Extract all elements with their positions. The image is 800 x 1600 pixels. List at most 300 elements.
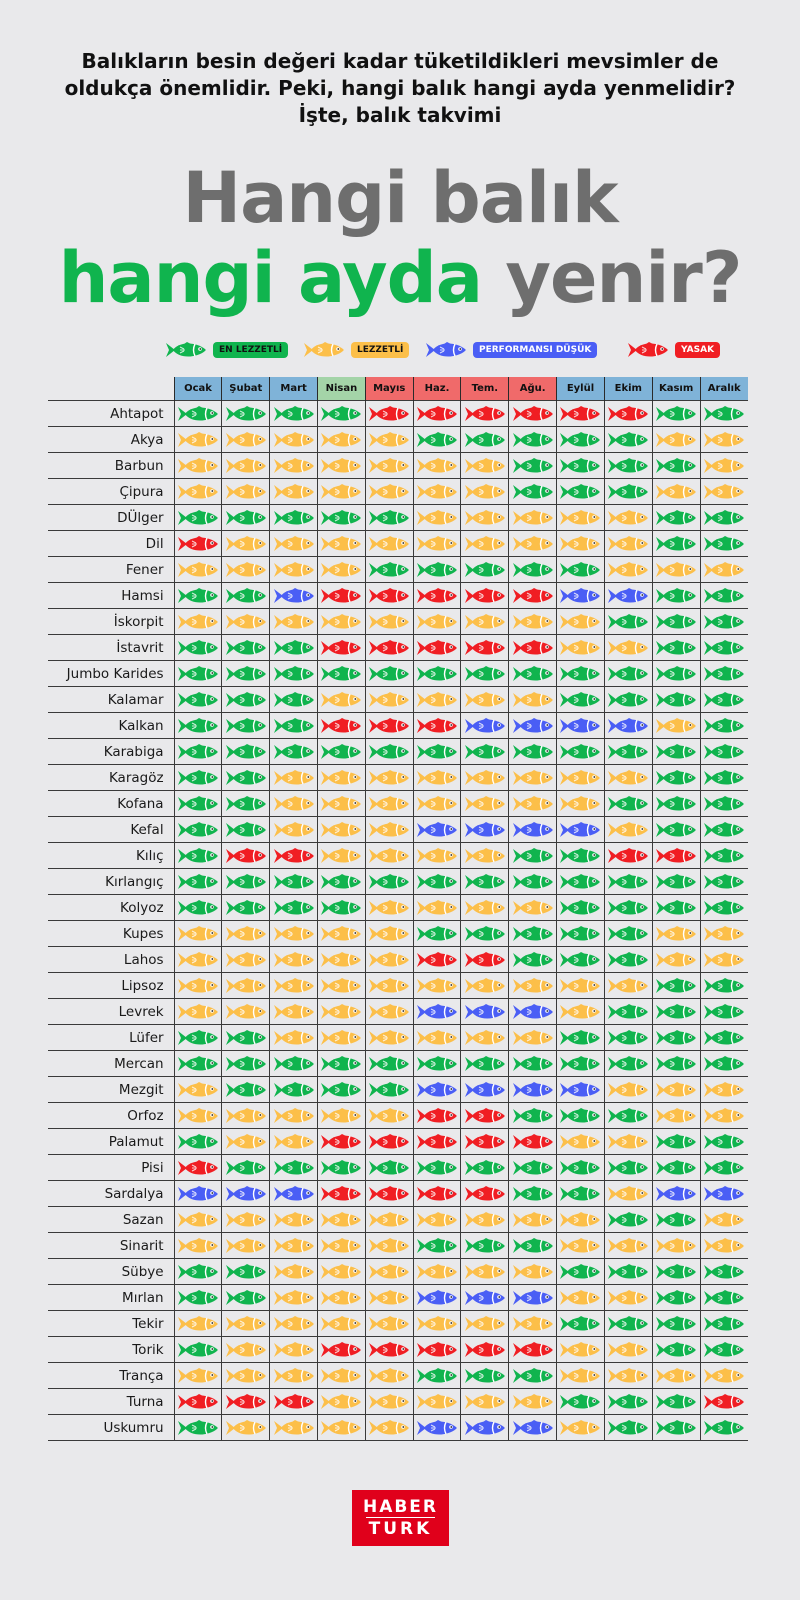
month-cell bbox=[509, 1207, 557, 1233]
month-cell bbox=[557, 1077, 605, 1103]
month-cell bbox=[318, 1259, 366, 1285]
fish-icon bbox=[703, 899, 745, 917]
fish-icon bbox=[559, 1419, 601, 1437]
month-cell bbox=[700, 973, 748, 999]
month-cell bbox=[318, 817, 366, 843]
month-cell bbox=[557, 557, 605, 583]
fish-icon bbox=[177, 769, 219, 787]
month-cell bbox=[174, 1363, 222, 1389]
fish-icon bbox=[273, 1237, 315, 1255]
month-header: Haz. bbox=[413, 377, 461, 401]
month-cell bbox=[365, 713, 413, 739]
fish-icon bbox=[655, 1237, 697, 1255]
month-cell bbox=[222, 791, 270, 817]
fish-icon bbox=[320, 1341, 362, 1359]
month-cell bbox=[270, 1129, 318, 1155]
month-cell bbox=[557, 1311, 605, 1337]
fish-icon bbox=[607, 587, 649, 605]
fish-icon bbox=[703, 821, 745, 839]
month-cell bbox=[318, 557, 366, 583]
month-cell bbox=[413, 947, 461, 973]
fish-icon bbox=[464, 1133, 506, 1151]
month-cell bbox=[461, 947, 509, 973]
month-cell bbox=[700, 869, 748, 895]
month-cell bbox=[174, 739, 222, 765]
fish-icon bbox=[273, 1107, 315, 1125]
fish-icon bbox=[320, 951, 362, 969]
month-cell bbox=[461, 869, 509, 895]
table-row bbox=[48, 817, 748, 843]
fish-icon bbox=[703, 1055, 745, 1073]
month-cell bbox=[700, 1337, 748, 1363]
month-cell bbox=[365, 739, 413, 765]
month-cell bbox=[604, 479, 652, 505]
fish-icon bbox=[464, 1367, 506, 1385]
month-cell bbox=[461, 895, 509, 921]
fish-icon bbox=[273, 821, 315, 839]
fish-icon bbox=[464, 951, 506, 969]
fish-icon bbox=[703, 795, 745, 813]
fish-icon bbox=[320, 483, 362, 501]
fish-name: Torik bbox=[48, 1337, 174, 1363]
fish-icon bbox=[655, 1055, 697, 1073]
fish-icon bbox=[607, 1367, 649, 1385]
fish-icon bbox=[512, 405, 554, 423]
month-cell bbox=[604, 947, 652, 973]
month-cell bbox=[365, 947, 413, 973]
fish-icon bbox=[655, 821, 697, 839]
fish-icon bbox=[655, 1159, 697, 1177]
fish-icon bbox=[368, 1133, 410, 1151]
fish-icon bbox=[165, 341, 207, 359]
month-cell bbox=[604, 557, 652, 583]
month-cell bbox=[461, 973, 509, 999]
month-cell bbox=[700, 1233, 748, 1259]
fish-icon bbox=[703, 769, 745, 787]
month-cell bbox=[318, 1051, 366, 1077]
fish-icon bbox=[607, 1133, 649, 1151]
fish-icon bbox=[464, 535, 506, 553]
month-cell bbox=[509, 1311, 557, 1337]
fish-icon bbox=[607, 1211, 649, 1229]
month-cell bbox=[174, 635, 222, 661]
logo-line1: HABER bbox=[362, 1497, 439, 1517]
month-cell bbox=[652, 557, 700, 583]
fish-icon bbox=[416, 1055, 458, 1073]
fish-icon bbox=[512, 587, 554, 605]
fish-icon bbox=[416, 509, 458, 527]
headline-line1: Hangi balık bbox=[182, 157, 618, 239]
month-cell bbox=[270, 1415, 318, 1441]
month-cell bbox=[652, 1129, 700, 1155]
fish-icon bbox=[416, 1159, 458, 1177]
month-cell bbox=[318, 1207, 366, 1233]
fish-icon bbox=[177, 1289, 219, 1307]
table-row bbox=[48, 661, 748, 687]
fish-icon bbox=[607, 977, 649, 995]
fish-icon bbox=[368, 613, 410, 631]
month-cell bbox=[365, 1389, 413, 1415]
fish-icon bbox=[703, 925, 745, 943]
month-cell bbox=[509, 661, 557, 687]
month-cell bbox=[365, 1233, 413, 1259]
fish-icon bbox=[273, 1341, 315, 1359]
fish-icon bbox=[425, 341, 467, 359]
fish-icon bbox=[607, 1393, 649, 1411]
month-cell bbox=[700, 661, 748, 687]
fish-icon bbox=[655, 509, 697, 527]
fish-icon bbox=[416, 483, 458, 501]
fish-icon bbox=[655, 1081, 697, 1099]
table-row bbox=[48, 1103, 748, 1129]
fish-icon bbox=[464, 1003, 506, 1021]
fish-icon bbox=[512, 1003, 554, 1021]
fish-icon bbox=[273, 431, 315, 449]
month-cell bbox=[652, 1077, 700, 1103]
fish-icon bbox=[416, 665, 458, 683]
month-cell bbox=[174, 1155, 222, 1181]
table-row bbox=[48, 609, 748, 635]
fish-icon bbox=[512, 1237, 554, 1255]
month-cell bbox=[222, 973, 270, 999]
month-cell bbox=[604, 635, 652, 661]
month-cell bbox=[174, 1233, 222, 1259]
month-cell bbox=[174, 557, 222, 583]
fish-icon bbox=[273, 977, 315, 995]
month-cell bbox=[365, 973, 413, 999]
fish-icon bbox=[225, 587, 267, 605]
fish-icon bbox=[559, 951, 601, 969]
fish-icon bbox=[559, 691, 601, 709]
month-cell bbox=[222, 1259, 270, 1285]
fish-icon bbox=[607, 717, 649, 735]
fish-name: Akya bbox=[48, 427, 174, 453]
fish-icon bbox=[177, 535, 219, 553]
fish-icon bbox=[607, 1185, 649, 1203]
fish-icon bbox=[703, 1289, 745, 1307]
fish-icon bbox=[273, 1419, 315, 1437]
fish-icon bbox=[703, 405, 745, 423]
fish-icon bbox=[703, 1029, 745, 1047]
fish-icon bbox=[703, 1419, 745, 1437]
table-row bbox=[48, 895, 748, 921]
fish-icon bbox=[225, 1237, 267, 1255]
fish-name: Lahos bbox=[48, 947, 174, 973]
fish-icon bbox=[464, 1211, 506, 1229]
fish-name: Kırlangıç bbox=[48, 869, 174, 895]
month-cell bbox=[413, 921, 461, 947]
month-cell bbox=[509, 1259, 557, 1285]
table-row bbox=[48, 1051, 748, 1077]
fish-icon bbox=[416, 1341, 458, 1359]
month-cell bbox=[604, 531, 652, 557]
month-cell bbox=[270, 1363, 318, 1389]
month-cell bbox=[557, 791, 605, 817]
fish-icon bbox=[607, 743, 649, 761]
fish-icon bbox=[177, 457, 219, 475]
month-header: Kasım bbox=[652, 377, 700, 401]
fish-icon bbox=[368, 769, 410, 787]
fish-icon bbox=[416, 1185, 458, 1203]
fish-icon bbox=[368, 665, 410, 683]
fish-icon bbox=[512, 1341, 554, 1359]
fish-name: Kalkan bbox=[48, 713, 174, 739]
fish-icon bbox=[559, 1341, 601, 1359]
month-cell bbox=[365, 583, 413, 609]
month-cell bbox=[413, 1337, 461, 1363]
fish-icon bbox=[512, 535, 554, 553]
fish-icon bbox=[655, 717, 697, 735]
month-cell bbox=[652, 1207, 700, 1233]
fish-icon bbox=[416, 431, 458, 449]
fish-icon bbox=[559, 717, 601, 735]
month-cell bbox=[413, 739, 461, 765]
fish-icon bbox=[368, 717, 410, 735]
month-cell bbox=[557, 713, 605, 739]
fish-icon bbox=[320, 1263, 362, 1281]
fish-icon bbox=[320, 1185, 362, 1203]
fish-icon bbox=[416, 587, 458, 605]
fish-icon bbox=[273, 665, 315, 683]
fish-icon bbox=[559, 613, 601, 631]
month-cell bbox=[318, 479, 366, 505]
fish-icon bbox=[512, 1107, 554, 1125]
month-cell bbox=[604, 1337, 652, 1363]
month-cell bbox=[318, 713, 366, 739]
month-cell bbox=[700, 687, 748, 713]
month-cell bbox=[604, 921, 652, 947]
month-cell bbox=[270, 1077, 318, 1103]
fish-icon bbox=[416, 1133, 458, 1151]
month-cell bbox=[604, 713, 652, 739]
logo-divider bbox=[366, 1517, 435, 1518]
month-cell bbox=[700, 791, 748, 817]
fish-icon bbox=[177, 847, 219, 865]
fish-icon bbox=[177, 1159, 219, 1177]
month-cell bbox=[222, 1311, 270, 1337]
fish-icon bbox=[368, 1367, 410, 1385]
month-cell bbox=[413, 1077, 461, 1103]
month-cell bbox=[461, 739, 509, 765]
fish-icon bbox=[655, 1133, 697, 1151]
month-cell bbox=[222, 583, 270, 609]
month-cell bbox=[174, 1129, 222, 1155]
fish-icon bbox=[416, 795, 458, 813]
month-cell bbox=[652, 1025, 700, 1051]
fish-icon bbox=[273, 1003, 315, 1021]
fish-icon bbox=[368, 1263, 410, 1281]
month-cell bbox=[318, 791, 366, 817]
fish-icon bbox=[368, 873, 410, 891]
fish-icon bbox=[512, 1159, 554, 1177]
fish-icon bbox=[559, 1367, 601, 1385]
month-cell bbox=[174, 1337, 222, 1363]
intro-text: Balıkların besin değeri kadar tüketildikleri mevsimler de oldukça önemlidir. Peki, hangi balık hangi ayda yenmelidir? İşte, balık takvimi bbox=[64, 49, 736, 127]
fish-icon bbox=[607, 1003, 649, 1021]
fish-icon bbox=[416, 691, 458, 709]
month-cell bbox=[509, 1155, 557, 1181]
fish-icon bbox=[559, 535, 601, 553]
month-cell bbox=[604, 427, 652, 453]
table-row bbox=[48, 1415, 748, 1441]
fish-icon bbox=[320, 1393, 362, 1411]
fish-icon bbox=[225, 509, 267, 527]
fish-icon bbox=[177, 821, 219, 839]
table-row bbox=[48, 1363, 748, 1389]
month-cell bbox=[604, 765, 652, 791]
month-cell bbox=[174, 713, 222, 739]
fish-icon bbox=[607, 1237, 649, 1255]
month-cell bbox=[604, 1285, 652, 1311]
month-cell bbox=[557, 1051, 605, 1077]
fish-icon bbox=[273, 509, 315, 527]
fish-icon bbox=[607, 1029, 649, 1047]
month-cell bbox=[509, 713, 557, 739]
month-cell bbox=[222, 921, 270, 947]
fish-icon bbox=[368, 535, 410, 553]
fish-icon bbox=[368, 1289, 410, 1307]
table-row bbox=[48, 479, 748, 505]
fish-icon bbox=[320, 925, 362, 943]
month-cell bbox=[461, 531, 509, 557]
fish-icon bbox=[655, 535, 697, 553]
month-cell bbox=[557, 973, 605, 999]
month-cell bbox=[365, 505, 413, 531]
month-cell bbox=[461, 999, 509, 1025]
fish-icon bbox=[464, 457, 506, 475]
month-cell bbox=[652, 401, 700, 427]
month-cell bbox=[318, 1285, 366, 1311]
fish-icon bbox=[177, 1003, 219, 1021]
fish-icon bbox=[559, 483, 601, 501]
month-cell bbox=[557, 1155, 605, 1181]
fish-icon bbox=[559, 457, 601, 475]
fish-icon bbox=[703, 1237, 745, 1255]
month-cell bbox=[222, 427, 270, 453]
fish-icon bbox=[320, 613, 362, 631]
fish-icon bbox=[368, 977, 410, 995]
month-cell bbox=[509, 1363, 557, 1389]
fish-icon bbox=[512, 483, 554, 501]
fish-icon bbox=[368, 561, 410, 579]
fish-icon bbox=[273, 795, 315, 813]
fish-icon bbox=[703, 1133, 745, 1151]
month-cell bbox=[557, 869, 605, 895]
month-cell bbox=[270, 583, 318, 609]
month-cell bbox=[365, 1311, 413, 1337]
fish-icon bbox=[177, 1081, 219, 1099]
fish-icon bbox=[464, 821, 506, 839]
fish-icon bbox=[225, 431, 267, 449]
fish-name: Sazan bbox=[48, 1207, 174, 1233]
fish-icon bbox=[177, 925, 219, 943]
fish-icon bbox=[464, 925, 506, 943]
fish-icon bbox=[655, 1393, 697, 1411]
fish-icon bbox=[703, 483, 745, 501]
month-cell bbox=[270, 1259, 318, 1285]
table-row bbox=[48, 765, 748, 791]
fish-calendar-table bbox=[48, 377, 748, 1441]
fish-icon bbox=[607, 847, 649, 865]
month-cell bbox=[557, 609, 605, 635]
month-cell bbox=[604, 999, 652, 1025]
fish-icon bbox=[225, 769, 267, 787]
month-cell bbox=[700, 1207, 748, 1233]
month-cell bbox=[270, 1389, 318, 1415]
month-cell bbox=[318, 583, 366, 609]
fish-icon bbox=[607, 1419, 649, 1437]
legend-item-lezzetli bbox=[303, 337, 409, 363]
month-cell bbox=[461, 1311, 509, 1337]
month-cell bbox=[557, 999, 605, 1025]
month-cell bbox=[413, 1103, 461, 1129]
fish-icon bbox=[225, 977, 267, 995]
month-cell bbox=[509, 895, 557, 921]
fish-icon bbox=[703, 1393, 745, 1411]
month-cell bbox=[652, 531, 700, 557]
month-cell bbox=[174, 791, 222, 817]
fish-icon bbox=[655, 1341, 697, 1359]
fish-icon bbox=[607, 1107, 649, 1125]
logo-line2: TURK bbox=[368, 1519, 433, 1539]
fish-icon bbox=[464, 587, 506, 605]
month-cell bbox=[700, 479, 748, 505]
fish-icon bbox=[177, 977, 219, 995]
fish-icon bbox=[703, 1003, 745, 1021]
month-cell bbox=[509, 765, 557, 791]
month-cell bbox=[413, 1415, 461, 1441]
month-cell bbox=[700, 739, 748, 765]
month-cell bbox=[652, 765, 700, 791]
month-cell bbox=[365, 453, 413, 479]
fish-icon bbox=[703, 1159, 745, 1177]
fish-icon bbox=[225, 639, 267, 657]
month-cell bbox=[557, 1181, 605, 1207]
fish-icon bbox=[368, 1029, 410, 1047]
fish-icon bbox=[416, 847, 458, 865]
fish-icon bbox=[273, 1367, 315, 1385]
fish-icon bbox=[464, 1393, 506, 1411]
month-header: Ağu. bbox=[509, 377, 557, 401]
fish-icon bbox=[416, 1237, 458, 1255]
fish-icon bbox=[559, 431, 601, 449]
legend-item-yasak bbox=[627, 337, 720, 363]
fish-icon bbox=[368, 951, 410, 969]
fish-icon bbox=[273, 587, 315, 605]
month-cell bbox=[652, 1051, 700, 1077]
month-cell bbox=[365, 1129, 413, 1155]
month-cell bbox=[413, 531, 461, 557]
fish-icon bbox=[464, 1029, 506, 1047]
month-cell bbox=[652, 583, 700, 609]
month-cell bbox=[270, 765, 318, 791]
table-row bbox=[48, 947, 748, 973]
month-cell bbox=[652, 609, 700, 635]
month-cell bbox=[318, 1155, 366, 1181]
table-row bbox=[48, 1233, 748, 1259]
month-cell bbox=[700, 609, 748, 635]
month-cell bbox=[509, 427, 557, 453]
month-cell bbox=[652, 1181, 700, 1207]
month-cell bbox=[413, 453, 461, 479]
month-cell bbox=[652, 453, 700, 479]
fish-icon bbox=[464, 613, 506, 631]
fish-icon bbox=[368, 1159, 410, 1177]
month-cell bbox=[700, 557, 748, 583]
month-cell bbox=[365, 869, 413, 895]
month-cell bbox=[557, 1285, 605, 1311]
month-cell bbox=[222, 479, 270, 505]
